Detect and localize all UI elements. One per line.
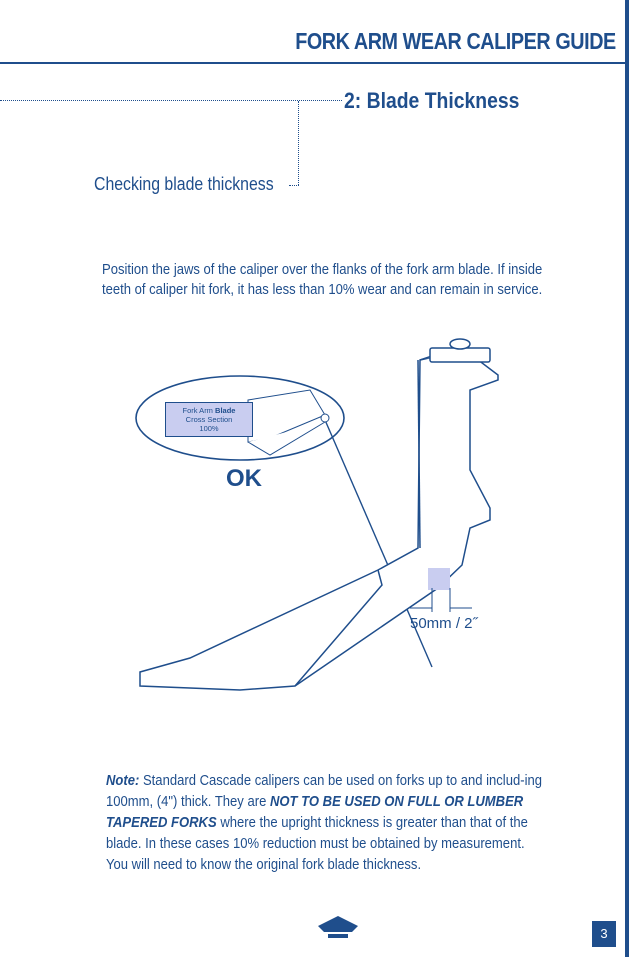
ok-label: OK [226, 465, 262, 492]
caliper-icon [248, 390, 329, 455]
callout-text-3: 100% [199, 424, 219, 433]
dotted-leader-top [0, 100, 342, 101]
callout-text-2: Cross Section [185, 415, 233, 424]
cascade-logo [314, 912, 362, 942]
callout-text-1: Fork Arm [182, 406, 213, 415]
subhead: Checking blade thickness [94, 174, 274, 194]
right-border [625, 0, 629, 957]
fork-diagram [120, 330, 520, 730]
note-text-2: where the upright thickness is greater than that of the blade. In these cases 10% reduction must be obtained by measurement. You will need to know the original fork blade thickness. [106, 815, 528, 873]
cross-section-callout [165, 402, 253, 437]
callout-text-bold: Blade [215, 406, 236, 415]
page-number: 3 [592, 921, 616, 947]
note-emphasis: NOT TO BE USED ON FULL OR LUMBER TAPERED FORKS [106, 794, 524, 831]
note-text-1: Standard Cascade calipers can be used on forks up to and includ-ing 100mm, (4") thick. They are [106, 773, 542, 810]
dotted-leader-vertical [298, 101, 299, 185]
header-title: FORK ARM WEAR CALIPER GUIDE [295, 28, 616, 54]
note-label: Note: [106, 773, 140, 789]
dotted-leader-bottom [289, 185, 299, 186]
section-title: 2: Blade Thickness [344, 88, 520, 113]
measure-zone [428, 568, 450, 590]
fork-upright [140, 350, 498, 690]
intro-paragraph: Position the jaws of the caliper over the flanks of the fork arm blade. If inside teeth of caliper hit fork, it has less than 10% wear and can remain in service. [102, 262, 543, 298]
note-paragraph [106, 771, 547, 876]
header-rule [0, 62, 625, 64]
fork-hook [430, 339, 490, 362]
dimension-label: 50mm / 2˝ [410, 615, 478, 632]
